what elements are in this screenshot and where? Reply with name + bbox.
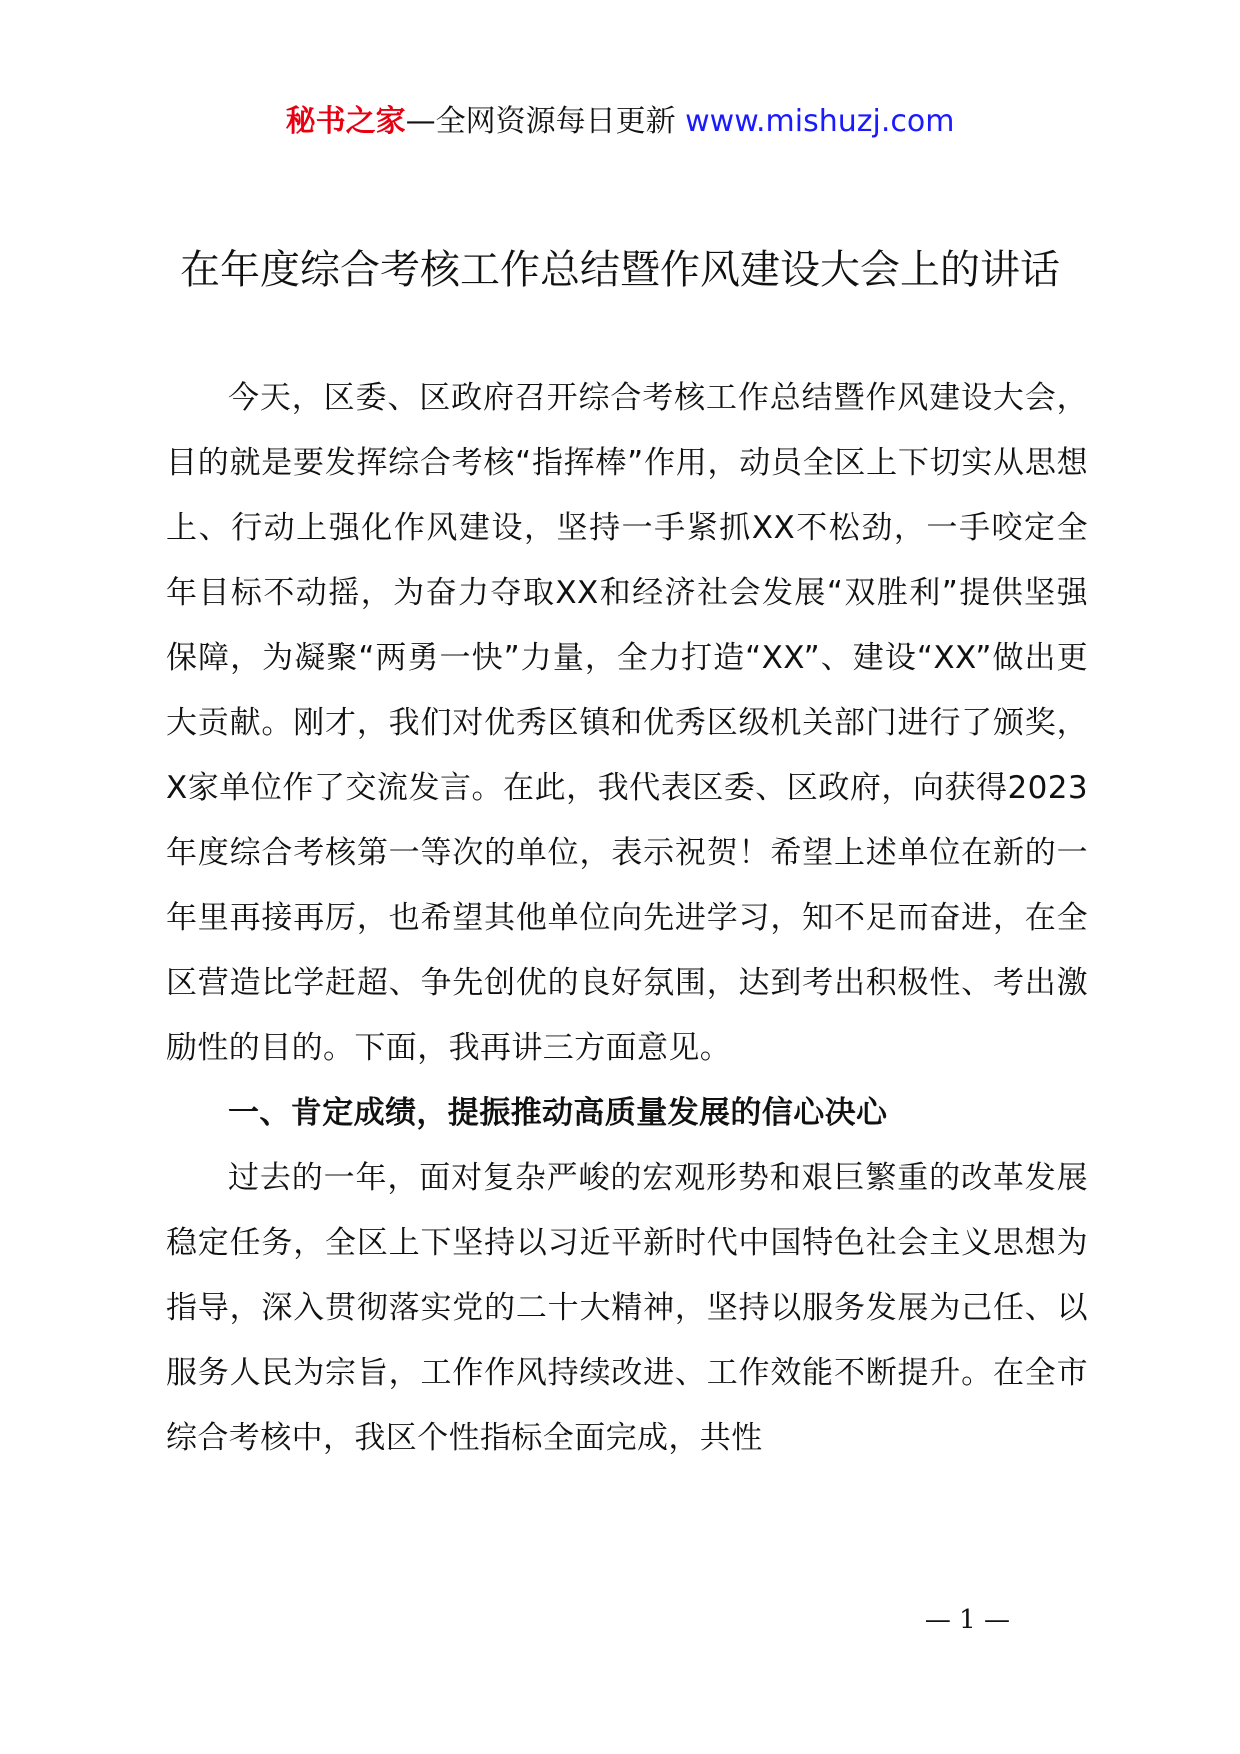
banner-tagline: —全网资源每日更新 (405, 104, 676, 139)
document-title: 在年度综合考核工作总结暨作风建设大会上的讲话 (180, 247, 1060, 293)
banner-url-link[interactable]: www.mishuzj.com (685, 104, 955, 139)
document-body (166, 366, 1088, 1471)
header-banner (0, 100, 1240, 144)
page-number: — 1 — (924, 1605, 1010, 1635)
section-heading: 一、肯定成绩，提振推动高质量发展的信心决心 (228, 1095, 888, 1131)
banner-brand: 秘书之家 (285, 104, 406, 139)
intro-paragraph: 今天，区委、区政府召开综合考核工作总结暨作风建设大会，目的就是要发挥综合考核“指挥棒”作用，动员全区上下切实从思想上、行动上强化作风建设，坚持一手紧抓XX不松劲，一手咬定全年目标不动摇，为奋力夺取XX和经济社会发展“双胜利”提供坚强保障，为凝聚“两勇一快”力量，全力打造“XX”、建设“XX”做出更大贡献。刚才，我们对优秀区镇和优秀区级机关部门进行了颁奖，X家单位作了交流发言。在此，我代表区委、区政府，向获得2023年度综合考核第一等次的单位，表示祝贺！希望上述单位在新的一年里再接再厉，也希望其他单位向先进学习，知不足而奋进，在全区营造比学赶超、争先创优的良好氛围，达到考出积极性、考出激励性的目的。下面，我再讲三方面意见。 (166, 380, 1088, 1066)
section-paragraph: 过去的一年，面对复杂严峻的宏观形势和艰巨繁重的改革发展稳定任务，全区上下坚持以习近平新时代中国特色社会主义思想为指导，深入贯彻落实党的二十大精神，坚持以服务发展为己任、以服务人民为宗旨，工作作风持续改进、工作效能不断提升。在全市综合考核中，我区个性指标全面完成，共性 (166, 1160, 1088, 1456)
